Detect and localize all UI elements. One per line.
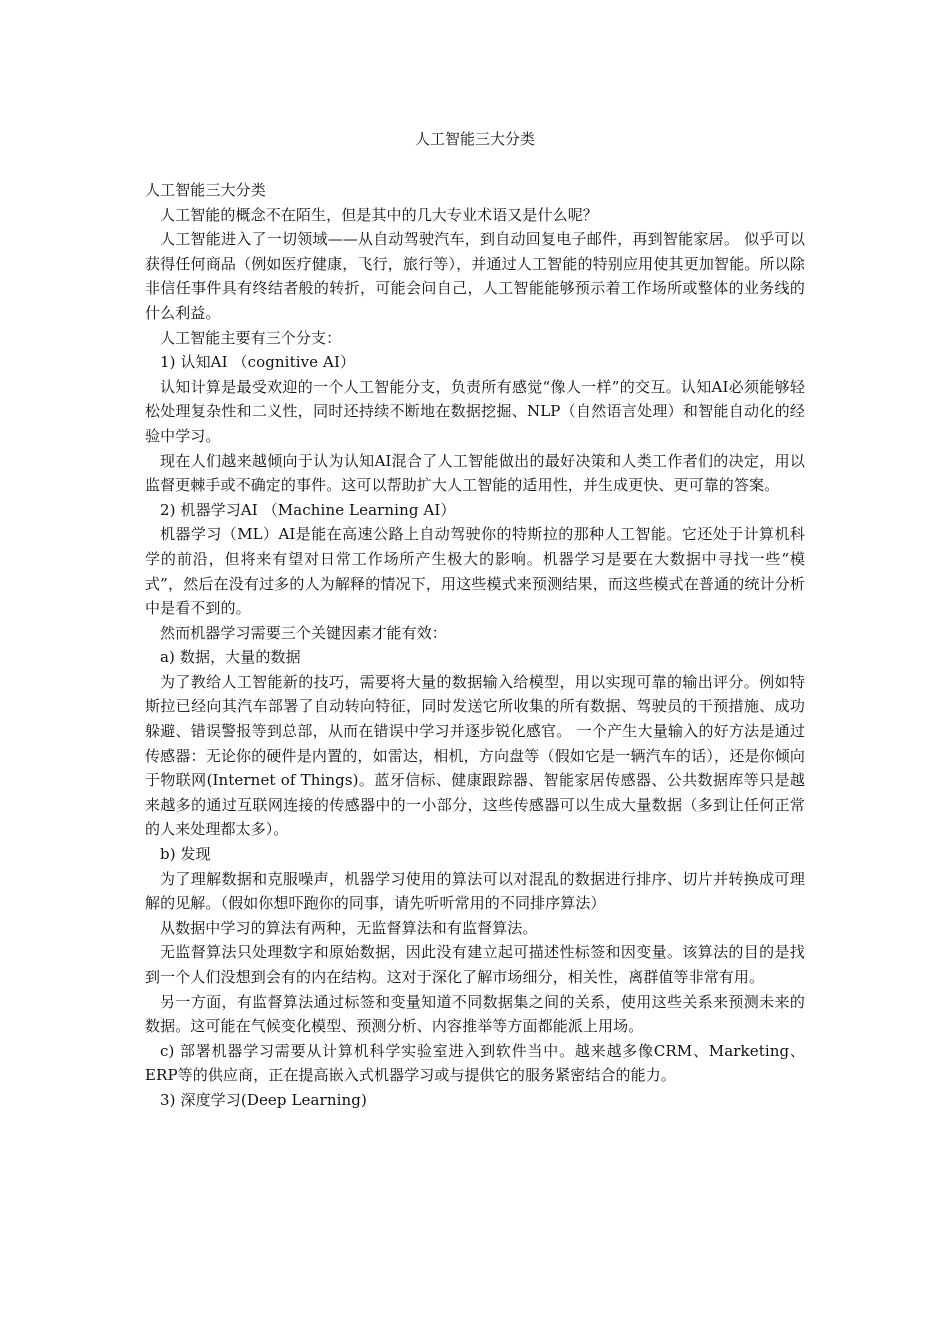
subsection-heading: b) 发现 — [160, 845, 211, 864]
paragraph: 认知计算是最受欢迎的一个人工智能分支，负责所有感觉“像人一样”的交互。认知AI必须能够轻松处理复杂性和二义性，同时还持续不断地在数据挖掘、NLP（自然语言处理）和智能自动化的经验中学习。 — [145, 377, 805, 445]
section-heading: 2) 机器学习AI （Machine Learning AI） — [160, 500, 456, 519]
paragraph: 为了教给人工智能新的技巧，需要将大量的数据输入给模型，用以实现可靠的输出评分。例如特斯拉已经向其汽车部署了自动转向特征，同时发送它所收集的所有数据、驾驶员的干预措施、成功躲避、错误警报等到总部，从而在错误中学习并逐步锐化感官。 一个产生大量输入的好方法是通过传感器：无论你的硬件是内置的，如雷达，相机，方向盘等（假如它是一辆汽车的话），还是你倾向于物联网(Internet of Things)。蓝牙信标、健康跟踪器、智能家居传感器、公共数据库等只是越来越多的通过互联网连接的传感器中的一小部分，这些传感器可以生成大量数据（多到让任何正常的人来处理都太多）。 — [145, 672, 805, 839]
section-heading: 3) 深度学习(Deep Learning) — [160, 1090, 367, 1109]
paragraph: 人工智能三大分类 — [145, 181, 266, 199]
paragraph: 另一方面，有监督算法通过标签和变量知道不同数据集之间的关系，使用这些关系来预测未来的数据。这可能在气候变化模型、预测分析、内容推举等方面都能派上用场。 — [145, 992, 805, 1036]
document-body — [145, 178, 805, 1113]
paragraph: 现在人们越来越倾向于认为认知AI混合了人工智能做出的最好决策和人类工作者们的决定，用以监督更棘手或不确定的事件。这可以帮助扩大人工智能的适用性，并生成更快、更可靠的答案。 — [145, 451, 805, 495]
paragraph: 为了理解数据和克服噪声，机器学习使用的算法可以对混乱的数据进行排序、切片并转换成可理解的见解。（假如你想吓跑你的同事，请先听听常用的不同排序算法） — [145, 869, 805, 913]
paragraph: 无监督算法只处理数字和原始数据，因此没有建立起可描述性标签和因变量。该算法的目的是找到一个人们没想到会有的内在结构。这对于深化了解市场细分，相关性，离群值等非常有用。 — [145, 943, 805, 986]
document-title: 人工智能三大分类 — [414, 130, 535, 148]
paragraph: 人工智能主要有三个分支： — [160, 328, 342, 347]
subsection-heading: a) 数据，大量的数据 — [160, 648, 301, 667]
section-heading: 1) 认知AI （cognitive AI） — [160, 353, 356, 372]
paragraph: 人工智能的概念不在陌生，但是其中的几大专业术语又是什么呢？ — [160, 205, 598, 224]
paragraph: c) 部署机器学习需要从计算机科学实验室进入到软件当中。越来越多像CRM、Marketing、ERP等的供应商，正在提高嵌入式机器学习或与提供它的服务紧密结合的能力。 — [145, 1041, 805, 1085]
paragraph: 然而机器学习需要三个关键因素才能有效： — [160, 623, 447, 642]
paragraph: 从数据中学习的算法有两种，无监督算法和有监督算法。 — [160, 918, 538, 937]
paragraph: 人工智能进入了一切领域——从自动驾驶汽车，到自动回复电子邮件，再到智能家居。 似乎可以获得任何商品（例如医疗健康，飞行，旅行等），并通过人工智能的特别应用使其更加智能。所以除非信任事件具有终结者般的转折，可能会问自己，人工智能能够预示着工作场所或整体的业务线的什么利益。 — [145, 230, 805, 322]
paragraph: 机器学习（ML）AI是能在高速公路上自动驾驶你的特斯拉的那种人工智能。它还处于计算机科学的前沿，但将来有望对日常工作场所产生极大的影响。机器学习是要在大数据中寻找一些“模式”，然后在没有过多的人为解释的情况下，用这些模式来预测结果，而这些模式在普通的统计分析中是看不到的。 — [145, 525, 805, 618]
